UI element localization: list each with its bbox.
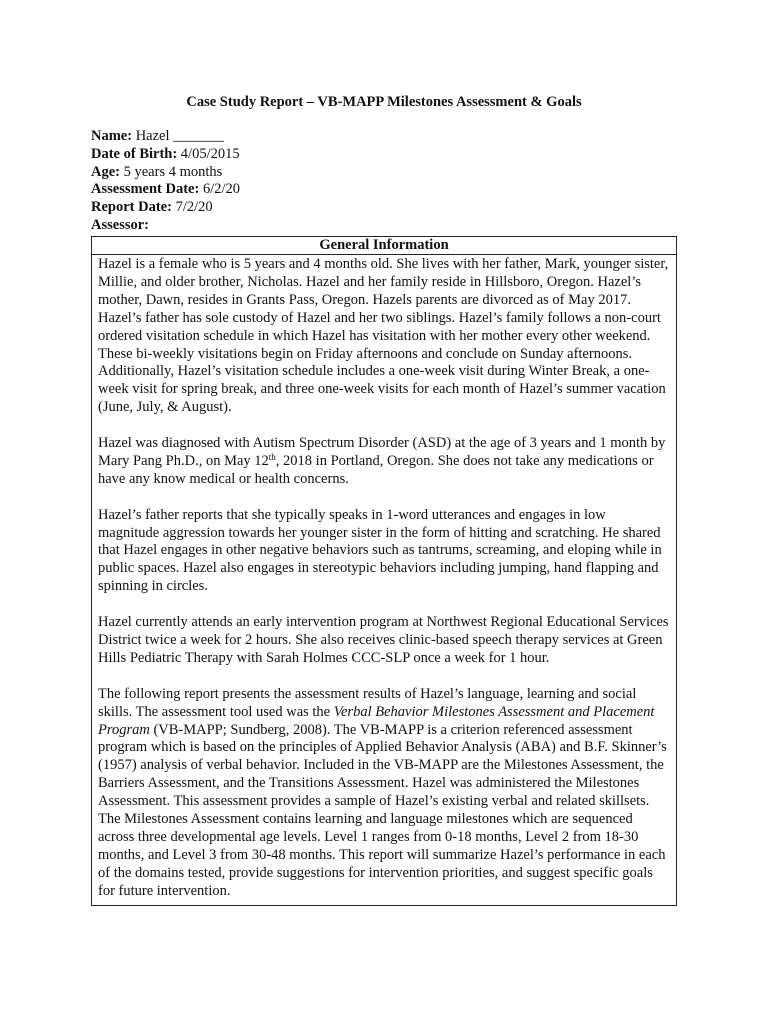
field-label: Assessment Date: — [91, 181, 200, 198]
field-label: Assessor: — [91, 216, 149, 233]
field-assessor — [91, 217, 240, 235]
field-label: Report Date: — [91, 199, 172, 216]
field-age — [91, 164, 240, 182]
paragraph-text: The following report presents the assessment results of Hazel’s language, learning and social skills. The assessment tool used was the — [98, 685, 637, 720]
report-title: Case Study Report – VB-MAPP Milestones Assessment & Goals — [186, 94, 582, 110]
field-name — [91, 128, 240, 146]
paragraph-diagnosis — [98, 435, 670, 489]
paragraph-family: Hazel is a female who is 5 years and 4 months old. She lives with her father, Mark, younger sister, Millie, and older brother, Nicholas. Hazel and her family reside in Hillsboro, Oregon. Hazel’s mother, Dawn, resides in Grants Pass, Oregon. Hazels parents are divorced as of May 2017. Hazel’s father has sole custody of Hazel and her two siblings. Hazel’s family follows a non-court ordered visitation schedule in which Hazel has visitation with her mother every other weekend. These bi-weekly visitations begin on Friday afternoons and conclude on Sunday afternoons. Additionally, Hazel’s visitation schedule includes a one-week visit during Winter Break, a one-week visit for spring break, and three one-week visits for each month of Hazel’s summer vacation (June, July, & August). — [98, 256, 669, 416]
ordinal-suffix: th — [268, 451, 276, 462]
field-date-of-birth — [91, 146, 240, 164]
field-label: Date of Birth: — [91, 145, 178, 162]
paragraph-services: Hazel currently attends an early intervention program at Northwest Regional Educational Services District twice a week for 2 hours. She also receives clinic-based speech therapy services at Green Hills Pediatric Therapy with Sarah Holmes CCC-SLP once a week for 1 hour. — [98, 614, 669, 666]
section-body — [92, 255, 676, 905]
paragraph-assessment — [98, 686, 670, 901]
paragraph-text: (VB-MAPP; Sundberg, 2008). The VB-MAPP is a criterion referenced assessment program which is based on the principles of Applied Behavior Analysis (ABA) and B.F. Skinner’s (1957) analysis of verbal behavior. Included in the VB-MAPP are the Milestones Assessment, the Barriers Assessment, and the Transitions Assessment. Hazel was administered the Milestones Assessment. This assessment provides a sample of Hazel’s existing verbal and related skillsets. The Milestones Assessment contains learning and language milestones which are sequenced across three developmental age levels. Level 1 ranges from 0-18 months, Level 2 from 18-30 months, and Level 3 from 30-48 months. This report will summarize Hazel’s performance in each of the domains tested, provide suggestions for intervention priorities, and suggest specific goals for future intervention. — [98, 721, 667, 899]
field-value: Hazel _______ — [135, 128, 224, 144]
paragraph-text: , 2018 in Portland, Oregon. She does not take any medications or have any know medical or health concerns. — [98, 452, 654, 487]
field-report-date — [91, 199, 240, 217]
general-information-table — [91, 236, 677, 906]
section-heading: General Information — [92, 237, 676, 255]
field-label: Name: — [91, 128, 133, 144]
paragraph-behaviors: Hazel’s father reports that she typically speaks in 1-word utterances and engages in low magnitude aggression towards her younger sister in the form of hitting and scratching. He shared that Hazel engages in other negative behaviors such as tantrums, screaming, and eloping while in public spaces. Hazel also engages in stereotypic behaviors including jumping, hand flapping and spinning in circles. — [98, 506, 662, 595]
assessment-tool-title: Verbal Behavior Milestones Assessment and Placement Program — [98, 703, 655, 738]
field-value: 7/2/20 — [175, 199, 213, 216]
field-value: 5 years 4 months — [123, 163, 223, 180]
field-assessment-date — [91, 181, 240, 199]
paragraph-text: Hazel was diagnosed with Autism Spectrum Disorder (ASD) at the age of 3 years and 1 month by Mary Pang Ph.D., on May 12 — [98, 435, 666, 469]
field-label: Age: — [91, 163, 120, 180]
field-value: 6/2/20 — [202, 181, 241, 198]
report-metadata — [91, 128, 240, 235]
field-value: 4/05/2015 — [180, 145, 240, 162]
